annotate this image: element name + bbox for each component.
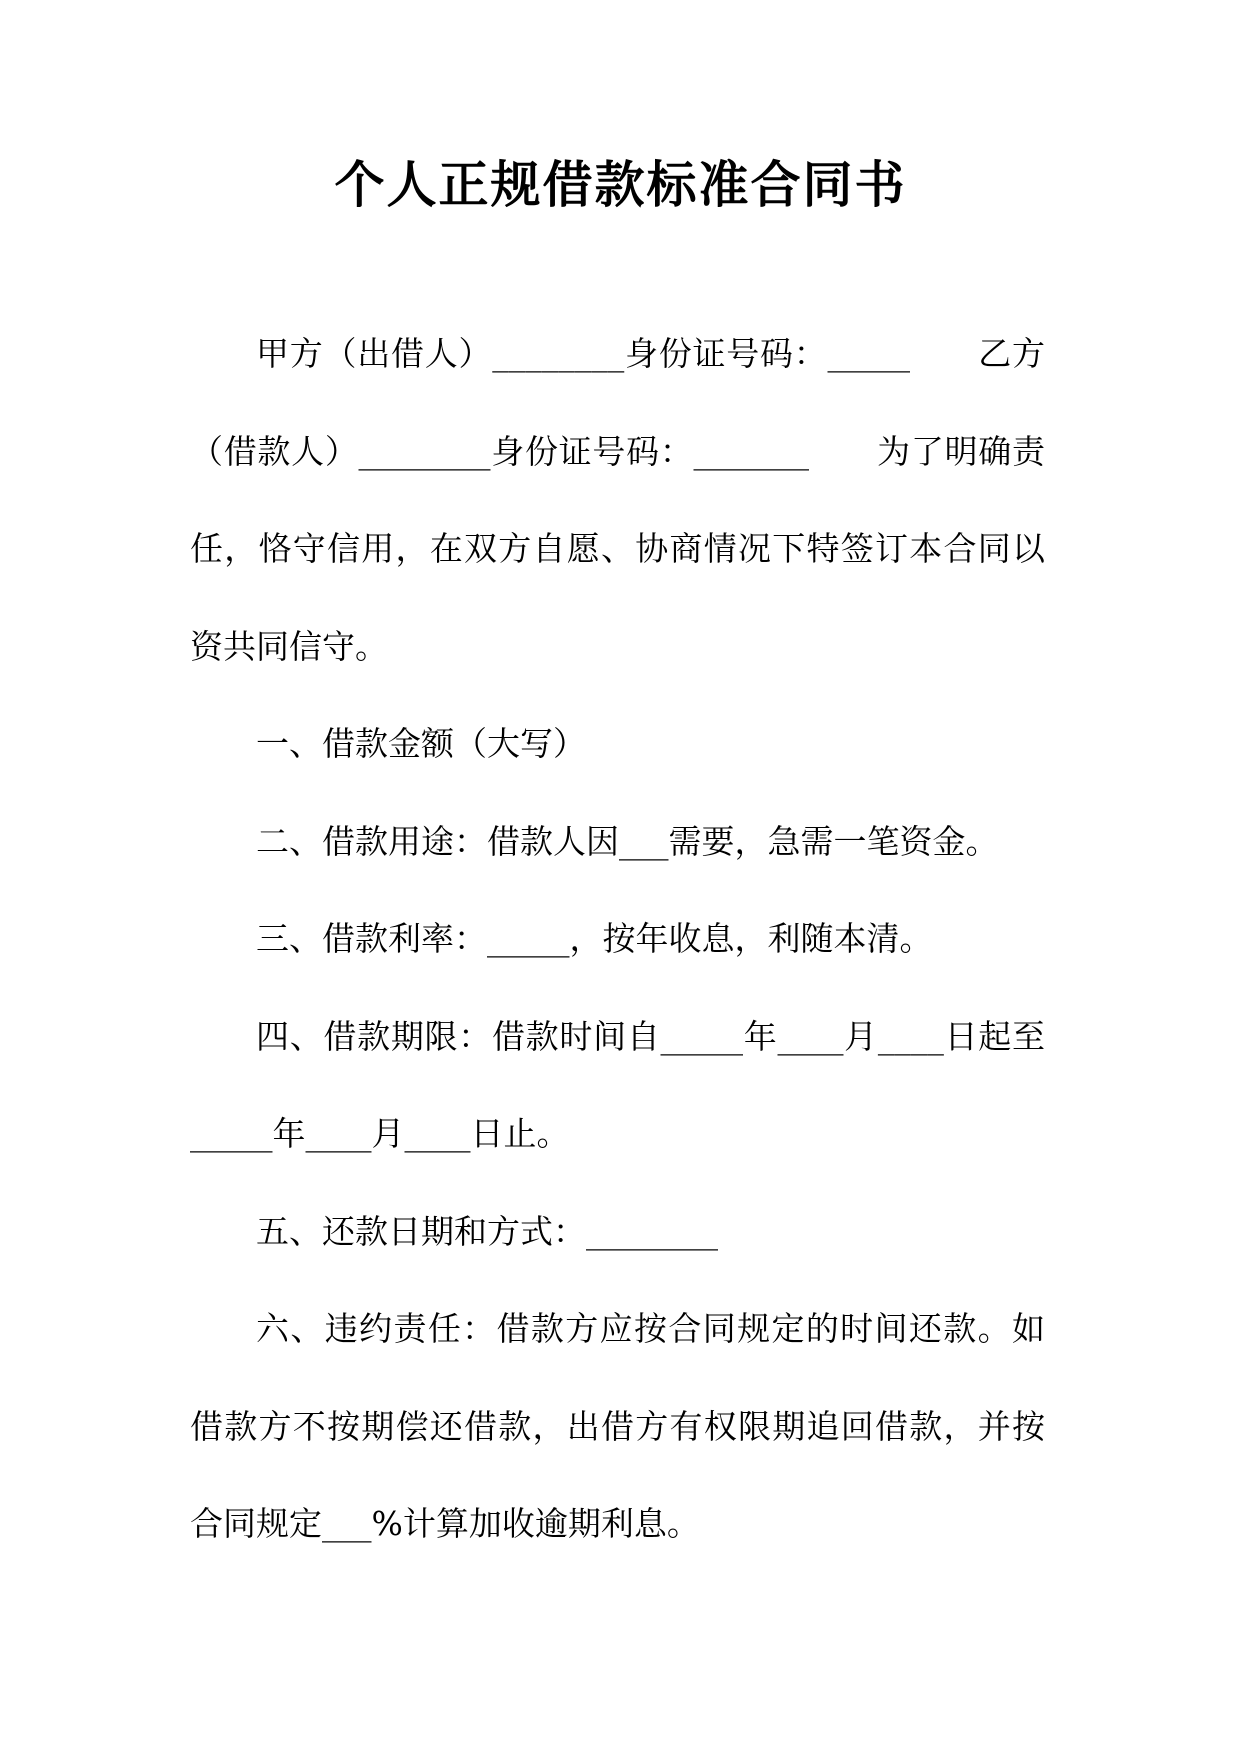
paragraph-loan-amount: 一、借款金额（大写）	[256, 724, 586, 763]
paragraph-interest-rate: 三、借款利率：_____，按年收息，利随本清。	[256, 919, 933, 958]
paragraph-loan-purpose: 二、借款用途：借款人因___需要，急需一笔资金。	[256, 821, 999, 861]
paragraph-liability: 六、违约责任：借款方应按合同规定的时间还款。如借款方不按期偿还借款，出借方有权限期追回借款，并按合同规定___%计算加收逾期利息。	[190, 1309, 1045, 1543]
document-body	[190, 305, 1045, 1573]
paragraph-parties: 甲方（出借人）________身份证号码：_____ 乙方（借款人）________身份证号码：_______ 为了明确责任，恪守信用，在双方自愿、协商情况下特签订本合同以资共同信守。	[190, 334, 1045, 666]
document-title: 个人正规借款标准合同书	[334, 155, 907, 214]
paragraph-repayment: 五、还款日期和方式：________	[256, 1211, 718, 1251]
paragraph-loan-term: 四、借款期限：借款时间自_____年____月____日起至_____年____月____日止。	[190, 1016, 1045, 1153]
